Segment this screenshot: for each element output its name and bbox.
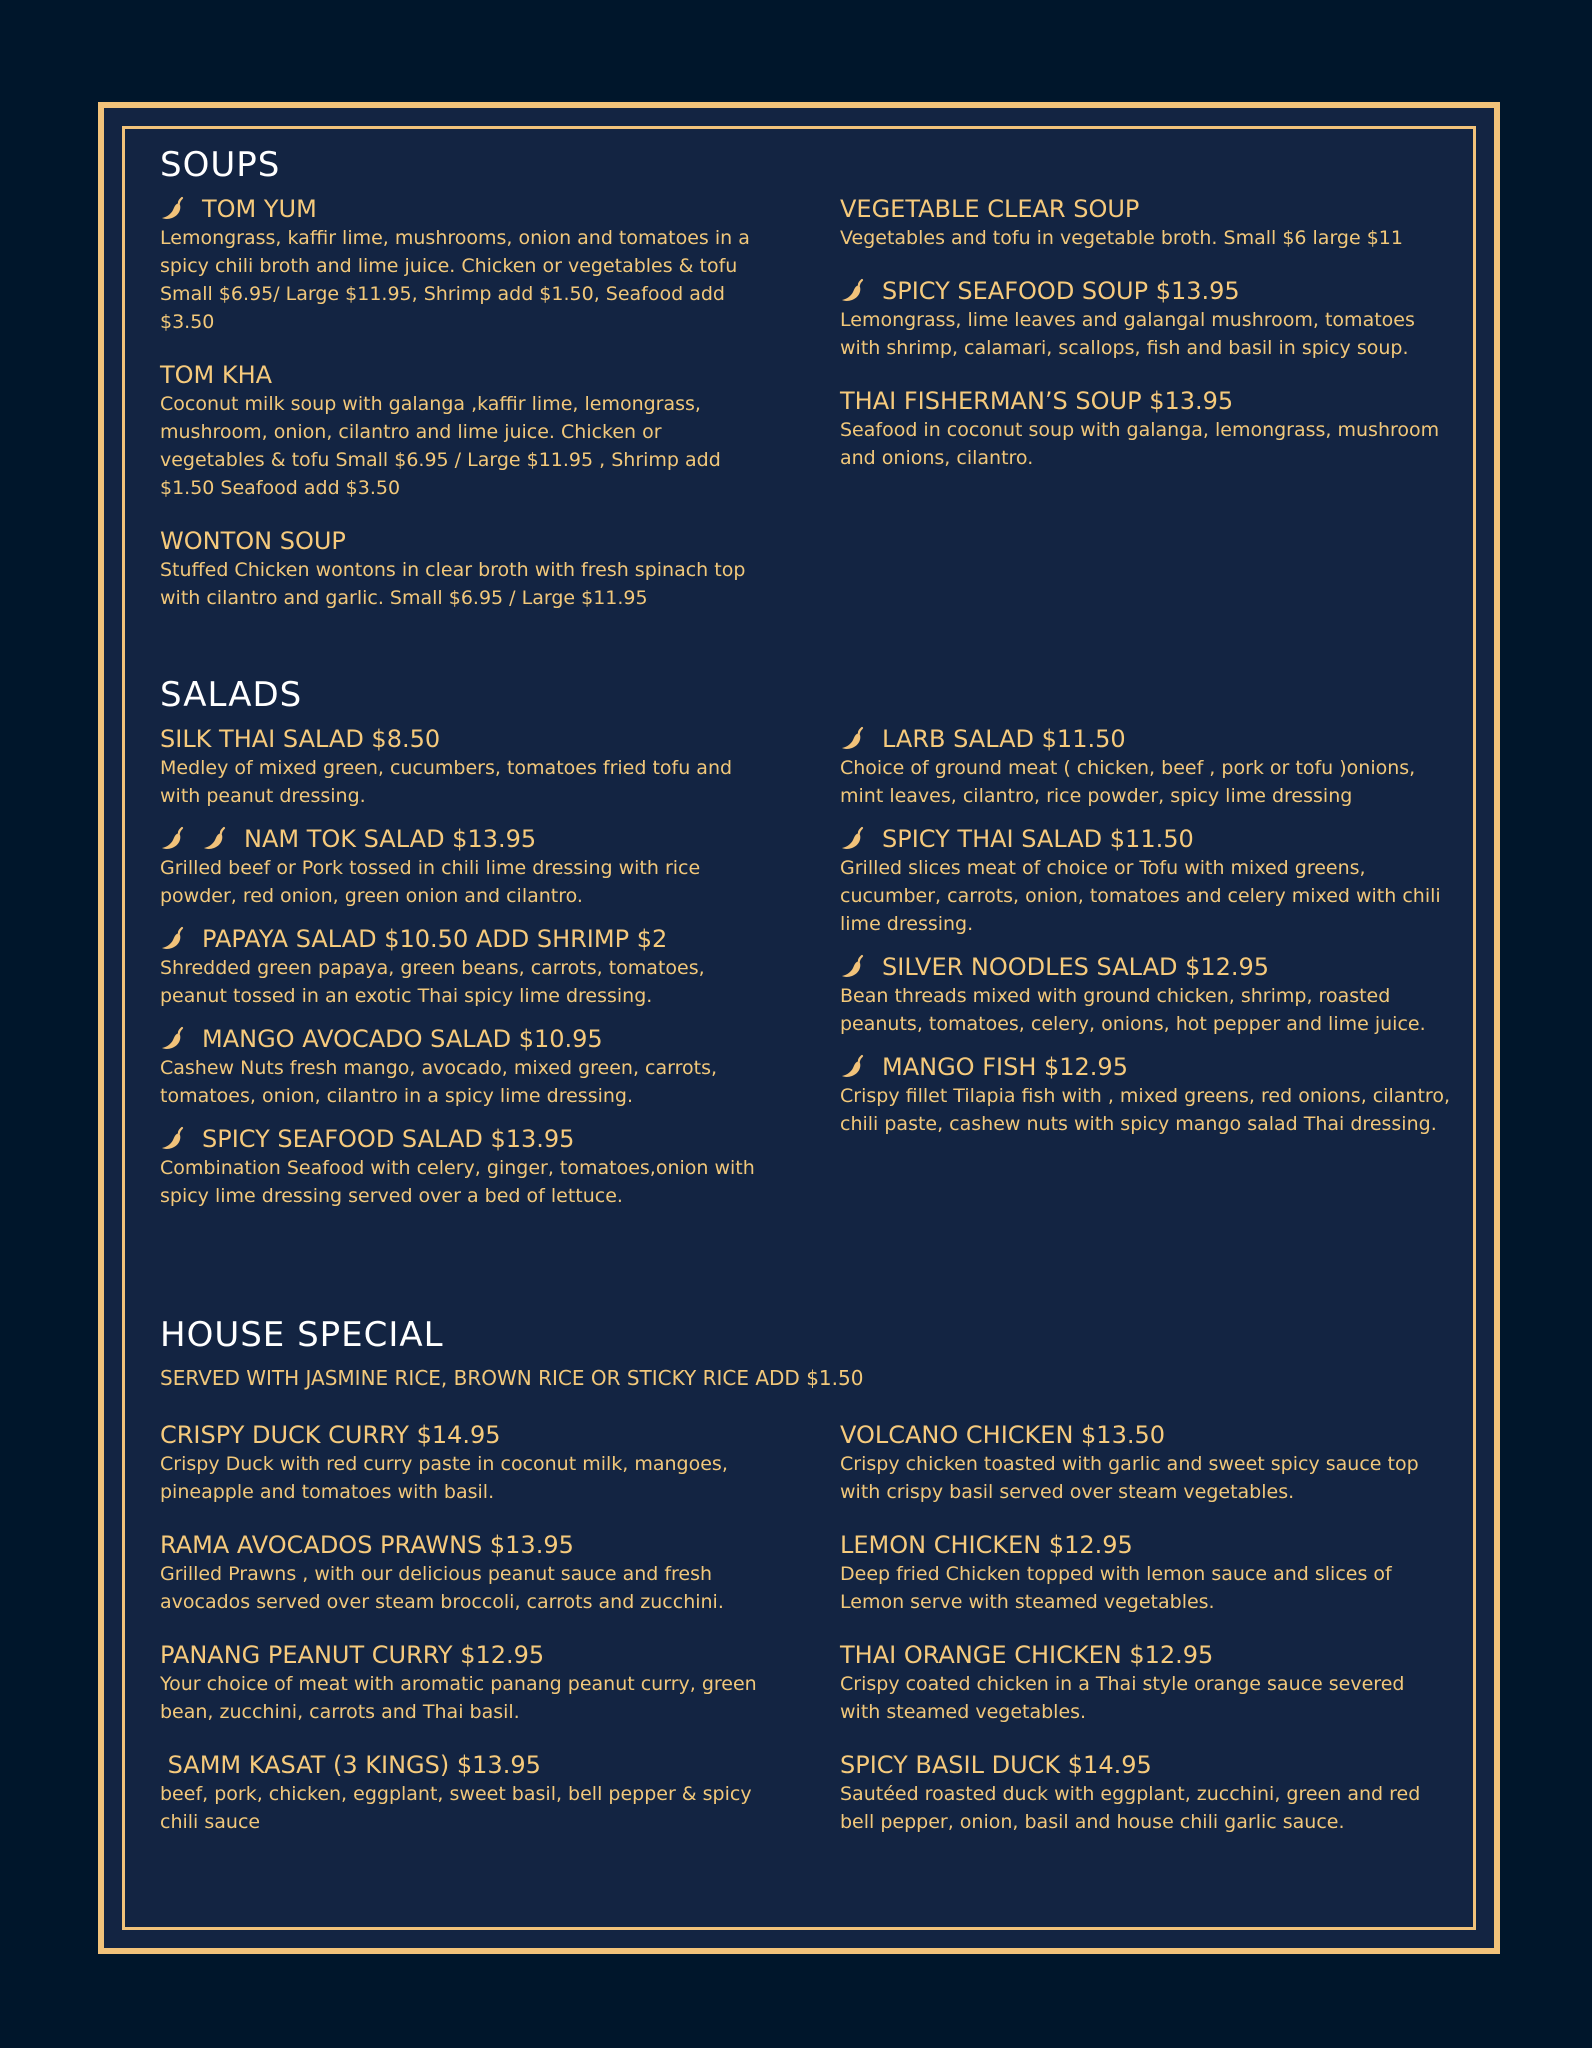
chili-pepper-icon	[160, 825, 188, 853]
item-name: LARB SALAD $11.50	[882, 725, 1126, 753]
menu-item-silk-thai-salad	[160, 724, 770, 810]
item-description: Sautéed roasted duck with eggplant, zucchini, green and red bell pepper, onion, basil and house chili garlic sauce.	[840, 1783, 1421, 1833]
item-description: Crispy chicken toasted with garlic and sweet spicy sauce top with crispy basil served over steam vegetables.	[840, 1453, 1419, 1503]
menu-item-silver-noodles-salad	[840, 952, 1450, 1038]
item-name: THAI ORANGE CHICKEN $12.95	[840, 1641, 1214, 1669]
soups-right-column	[840, 194, 1450, 636]
item-name: MANGO AVOCADO SALAD $10.95	[202, 1025, 603, 1053]
item-name: RAMA AVOCADOS PRAWNS $13.95	[160, 1531, 574, 1559]
item-description: Cashew Nuts fresh mango, avocado, mixed green, carrots, tomatoes, onion, cilantro in a spicy lime dressing.	[160, 1057, 718, 1107]
chili-pepper-icon	[840, 953, 868, 981]
soups-left-column	[160, 194, 770, 636]
chili-pepper-icon	[840, 825, 868, 853]
chili-pepper-icon	[160, 1025, 188, 1053]
item-description: Lemongrass, lime leaves and galangal mushroom, tomatoes with shrimp, calamari, scallops, fish and basil in spicy soup.	[840, 309, 1415, 359]
menu-item-tom-yum	[160, 194, 770, 336]
item-name: TOM YUM	[202, 195, 317, 223]
item-description: Grilled slices meat of choice or Tofu with mixed greens, cucumber, carrots, onion, tomatoes and celery mixed with chili lime dressing.	[840, 857, 1441, 935]
menu-item-mango-fish	[840, 1052, 1450, 1138]
menu-item-vegetable-clear-soup	[840, 194, 1450, 252]
item-description: Seafood in coconut soup with galanga, lemongrass, mushroom and onions, cilantro.	[840, 419, 1440, 469]
menu-item-wonton-soup	[160, 526, 770, 612]
chili-pepper-icon	[840, 1053, 868, 1081]
item-name: SPICY SEAFOOD SOUP $13.95	[882, 277, 1240, 305]
item-name: CRISPY DUCK CURRY $14.95	[160, 1421, 501, 1449]
menu-item-samm-kasat	[160, 1750, 770, 1836]
menu-item-panang-peanut-curry	[160, 1640, 770, 1726]
item-name: MANGO FISH $12.95	[882, 1053, 1128, 1081]
house-right-column	[840, 1420, 1450, 1860]
item-description: Medley of mixed green, cucumbers, tomatoes fried tofu and with peanut dressing.	[160, 757, 733, 807]
item-description: Coconut milk soup with galanga ,kaffir lime, lemongrass, mushroom, onion, cilantro and lime juice. Chicken or vegetables & tofu Small $6.95 / Large $11.95 , Shrimp add $1.50 Seafood add $3.50	[160, 393, 721, 499]
chili-pepper-icon	[160, 925, 188, 953]
item-name: NAM TOK SALAD $13.95	[244, 825, 537, 853]
item-name: VOLCANO CHICKEN $13.50	[840, 1421, 1166, 1449]
item-description: Grilled Prawns , with our delicious peanut sauce and fresh avocados served over steam broccoli, carrots and zucchini.	[160, 1563, 724, 1613]
menu-item-thai-fishermans-soup	[840, 386, 1450, 472]
item-name: WONTON SOUP	[160, 527, 346, 555]
item-description: Grilled beef or Pork tossed in chili lime dressing with rice powder, red onion, green onion and cilantro.	[160, 857, 701, 907]
menu-item-papaya-salad	[160, 924, 770, 1010]
menu-item-lemon-chicken	[840, 1530, 1450, 1616]
menu-item-spicy-seafood-salad	[160, 1124, 770, 1210]
salads-section	[160, 675, 1450, 1224]
item-description: Combination Seafood with celery, ginger, tomatoes,onion with spicy lime dressing served over a bed of lettuce.	[160, 1157, 755, 1207]
item-name: THAI FISHERMAN’S SOUP $13.95	[840, 387, 1234, 415]
menu-item-rama-avocados-prawns	[160, 1530, 770, 1616]
item-name: TOM KHA	[160, 361, 273, 389]
item-description: Lemongrass, kaffir lime, mushrooms, onion and tomatoes in a spicy chili broth and lime juice. Chicken or vegetables & tofu Small $6.95/ Large $11.95, Shrimp add $1.50, Seafood add $3.50	[160, 227, 750, 333]
item-description: Stuffed Chicken wontons in clear broth with fresh spinach top with cilantro and garlic. Small $6.95 / Large $11.95	[160, 559, 746, 609]
chili-pepper-icon	[202, 825, 230, 853]
house-special-subtitle: SERVED WITH JASMINE RICE, BROWN RICE OR STICKY RICE ADD $1.50	[160, 1366, 864, 1390]
item-name: SPICY THAI SALAD $11.50	[882, 825, 1194, 853]
menu-item-larb-salad	[840, 724, 1450, 810]
section-title-salads: SALADS	[160, 675, 303, 715]
menu-item-mango-avocado-salad	[160, 1024, 770, 1110]
item-description: Crispy fillet Tilapia fish with , mixed greens, red onions, cilantro, chili paste, cashew nuts with spicy mango salad Thai dressing.	[840, 1085, 1450, 1135]
menu-item-spicy-seafood-soup	[840, 276, 1450, 362]
menu-item-tom-kha	[160, 360, 770, 502]
item-name: VEGETABLE CLEAR SOUP	[840, 195, 1140, 223]
item-description: Shredded green papaya, green beans, carrots, tomatoes, peanut tossed in an exotic Thai spicy lime dressing.	[160, 957, 705, 1007]
salads-left-column	[160, 724, 770, 1224]
item-name: SPICY SEAFOOD SALAD $13.95	[202, 1125, 575, 1153]
item-name: PAPAYA SALAD $10.50 ADD SHRIMP $2	[202, 925, 668, 953]
item-name: LEMON CHICKEN $12.95	[840, 1531, 1133, 1559]
section-title-house-special: HOUSE SPECIAL	[160, 1315, 444, 1355]
house-special-section	[160, 1315, 1450, 1860]
item-description: Choice of ground meat ( chicken, beef , pork or tofu )onions, mint leaves, cilantro, rice powder, spicy lime dressing	[840, 757, 1416, 807]
item-description: Deep fried Chicken topped with lemon sauce and slices of Lemon serve with steamed vegetables.	[840, 1563, 1392, 1613]
house-left-column	[160, 1420, 770, 1860]
menu-item-crispy-duck-curry	[160, 1420, 770, 1506]
menu-item-thai-orange-chicken	[840, 1640, 1450, 1726]
item-description: Bean threads mixed with ground chicken, shrimp, roasted peanuts, tomatoes, celery, onions, hot pepper and lime juice.	[840, 985, 1426, 1035]
item-name: PANANG PEANUT CURRY $12.95	[160, 1641, 545, 1669]
chili-pepper-icon	[160, 195, 188, 223]
chili-pepper-icon	[840, 725, 868, 753]
item-name: SPICY BASIL DUCK $14.95	[840, 1751, 1152, 1779]
menu-item-volcano-chicken	[840, 1420, 1450, 1506]
salads-right-column	[840, 724, 1450, 1224]
item-name: SAMM KASAT (3 KINGS) $13.95	[160, 1751, 541, 1779]
item-description: Your choice of meat with aromatic panang peanut curry, green bean, zucchini, carrots and Thai basil.	[160, 1673, 757, 1723]
item-description: Crispy Duck with red curry paste in coconut milk, mangoes, pineapple and tomatoes with basil.	[160, 1453, 728, 1503]
item-description: Vegetables and tofu in vegetable broth. Small $6 large $11	[840, 227, 1403, 249]
chili-pepper-icon	[840, 277, 868, 305]
item-name: SILVER NOODLES SALAD $12.95	[882, 953, 1270, 981]
item-description: Crispy coated chicken in a Thai style orange sauce severed with steamed vegetables.	[840, 1673, 1405, 1723]
chili-pepper-icon	[160, 1125, 188, 1153]
item-name: SILK THAI SALAD $8.50	[160, 725, 441, 753]
menu-item-spicy-thai-salad	[840, 824, 1450, 938]
menu-item-spicy-basil-duck	[840, 1750, 1450, 1836]
soups-section	[160, 145, 1450, 636]
section-title-soups: SOUPS	[160, 145, 281, 185]
item-description: beef, pork, chicken, eggplant, sweet basil, bell pepper & spicy chili sauce	[160, 1783, 752, 1833]
menu-item-nam-tok-salad	[160, 824, 770, 910]
